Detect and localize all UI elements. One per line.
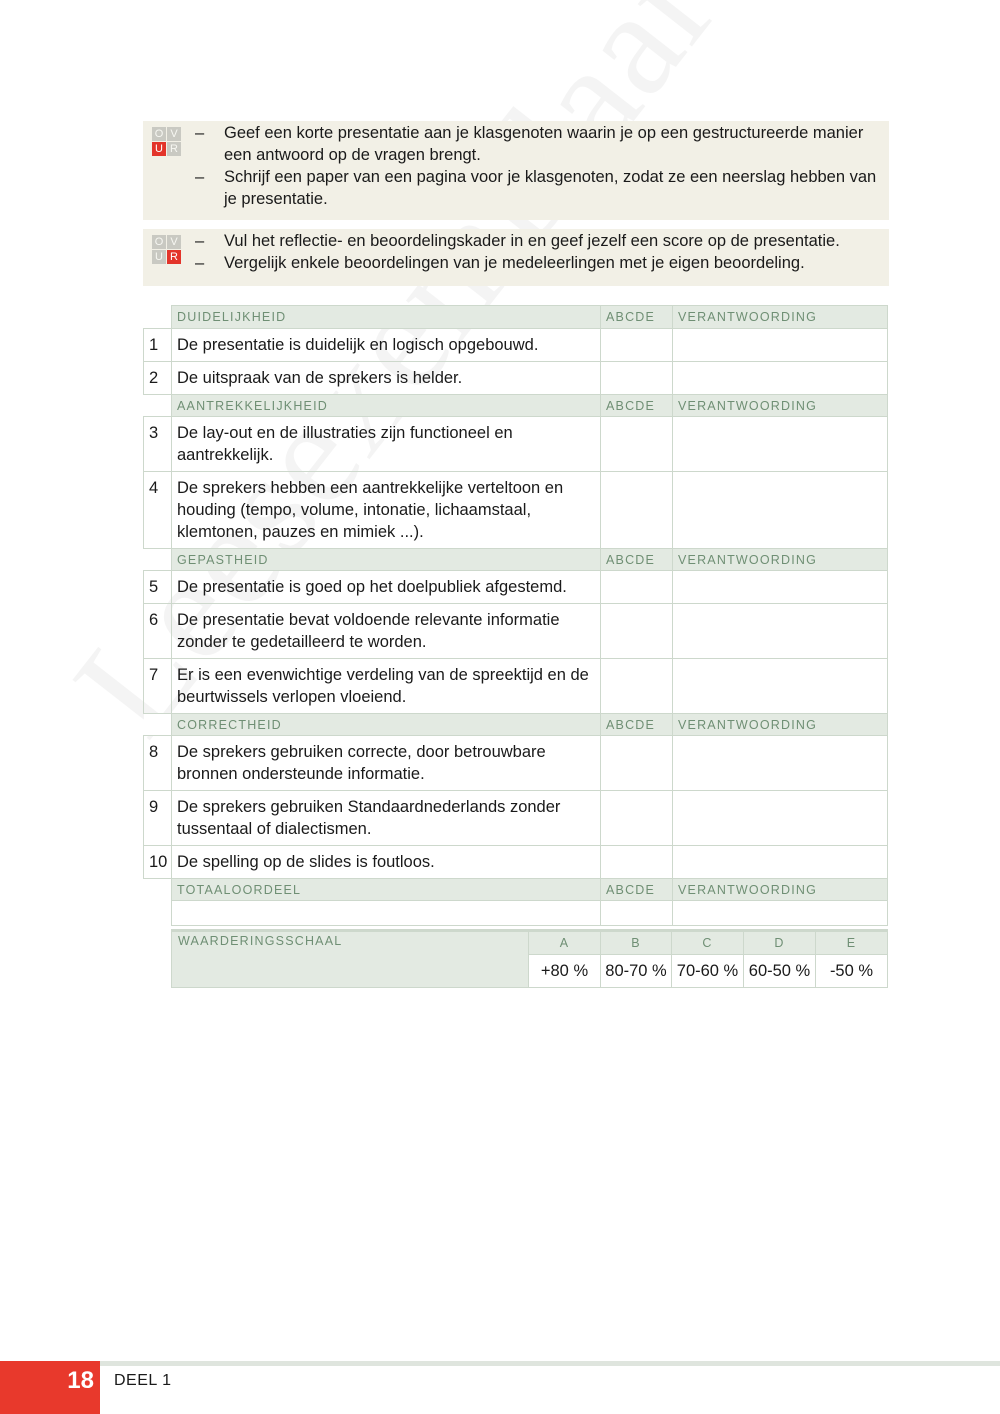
total-reason-cell[interactable] — [673, 901, 888, 926]
grade-label: A — [529, 931, 601, 955]
badge-u: U — [152, 142, 166, 156]
scale-label: WAARDERINGSSCHAAL — [172, 931, 529, 988]
score-column-header: ABCDE — [601, 879, 673, 901]
section-title: TOTAALOORDEEL — [172, 879, 601, 901]
row-number: 7 — [144, 659, 172, 714]
task-box-reflection — [143, 229, 889, 286]
row-number: 2 — [144, 362, 172, 395]
badge-r: R — [167, 142, 181, 156]
row-number: 5 — [144, 571, 172, 604]
score-cell[interactable] — [601, 659, 673, 714]
row-number: 6 — [144, 604, 172, 659]
section-title: GEPASTHEID — [172, 549, 601, 571]
badge-u: U — [152, 250, 166, 264]
grade-label: E — [816, 931, 888, 955]
table-row — [144, 472, 888, 549]
score-cell[interactable] — [601, 846, 673, 879]
grade-label: B — [601, 931, 672, 955]
criterion-text: De presentatie bevat voldoende relevante informatie zonder te gedetailleerd te worden. — [172, 604, 601, 659]
criterion-text: Er is een evenwichtige verdeling van de spreektijd en de beurtwissels verlopen vloeiend. — [172, 659, 601, 714]
badge-o: O — [152, 127, 166, 141]
table-row — [144, 362, 888, 395]
section-header — [144, 549, 888, 571]
criterion-text: De lay-out en de illustraties zijn functioneel en aantrekkelijk. — [172, 417, 601, 472]
badge-o: O — [152, 235, 166, 249]
grade-range: 70-60 % — [672, 955, 744, 988]
section-header — [144, 879, 888, 901]
row-number: 1 — [144, 329, 172, 362]
section-header — [144, 395, 888, 417]
grade-label: C — [672, 931, 744, 955]
task-box-presentation — [143, 121, 889, 220]
criterion-text: De spelling op de slides is foutloos. — [172, 846, 601, 879]
criterion-text: De sprekers gebruiken Standaardnederlands zonder tussentaal of dialectismen. — [172, 791, 601, 846]
task-list — [195, 122, 879, 210]
section-title: DUIDELIJKHEID — [172, 306, 601, 329]
score-cell[interactable] — [601, 736, 673, 791]
row-number: 4 — [144, 472, 172, 549]
grade-range: -50 % — [816, 955, 888, 988]
reason-cell[interactable] — [673, 329, 888, 362]
task-item: – Vergelijk enkele beoordelingen van je medeleerlingen met je eigen beoordeling. — [195, 252, 879, 274]
table-row — [144, 417, 888, 472]
reason-column-header: VERANTWOORDING — [673, 306, 888, 329]
assessment-table — [143, 305, 888, 926]
section-title: AANTREKKELIJKHEID — [172, 395, 601, 417]
badge-v: V — [167, 127, 181, 141]
reason-cell[interactable] — [673, 604, 888, 659]
score-cell[interactable] — [601, 417, 673, 472]
section-header — [144, 306, 888, 329]
grade-label: D — [744, 931, 816, 955]
criterion-text: De uitspraak van de sprekers is helder. — [172, 362, 601, 395]
criterion-text: De sprekers hebben een aantrekkelijke verteltoon en houding (tempo, volume, intonatie, lichaamstaal, klemtonen, pauzes en mimiek ...). — [172, 472, 601, 549]
table-row — [144, 846, 888, 879]
table-row — [144, 329, 888, 362]
grade-range: 80-70 % — [601, 955, 672, 988]
task-item: – Geef een korte presentatie aan je klasgenoten waarin je op een gestructureerde manier een antwoord op de vragen brengt. — [195, 122, 879, 166]
score-cell[interactable] — [601, 329, 673, 362]
reason-column-header: VERANTWOORDING — [673, 879, 888, 901]
section-header — [144, 714, 888, 736]
criterion-text: De presentatie is duidelijk en logisch opgebouwd. — [172, 329, 601, 362]
scale-header-row — [172, 931, 888, 955]
row-number: 3 — [144, 417, 172, 472]
row-number: 8 — [144, 736, 172, 791]
score-column-header: ABCDE — [601, 549, 673, 571]
row-number: 10 — [144, 846, 172, 879]
score-cell[interactable] — [601, 362, 673, 395]
reason-column-header: VERANTWOORDING — [673, 395, 888, 417]
badge-v: V — [167, 235, 181, 249]
row-number: 9 — [144, 791, 172, 846]
total-row — [144, 901, 888, 926]
grade-range: +80 % — [529, 955, 601, 988]
task-item: – Schrijf een paper van een pagina voor je klasgenoten, zodat ze een neerslag hebben van je presentatie. — [195, 166, 879, 210]
score-column-header: ABCDE — [601, 395, 673, 417]
score-cell[interactable] — [601, 472, 673, 549]
rating-scale-table — [171, 929, 888, 988]
score-cell[interactable] — [601, 604, 673, 659]
reason-cell[interactable] — [673, 846, 888, 879]
section-title: CORRECTHEID — [172, 714, 601, 736]
score-cell[interactable] — [601, 791, 673, 846]
grade-range: 60-50 % — [744, 955, 816, 988]
ovur-badge-icon — [152, 127, 181, 156]
total-score-cell[interactable] — [601, 901, 673, 926]
table-row — [144, 571, 888, 604]
reason-cell[interactable] — [673, 417, 888, 472]
score-column-header: ABCDE — [601, 306, 673, 329]
badge-r: R — [167, 250, 181, 264]
criterion-text: De sprekers gebruiken correcte, door betrouwbare bronnen ondersteunde informatie. — [172, 736, 601, 791]
table-row — [144, 604, 888, 659]
part-label: DEEL 1 — [114, 1372, 172, 1389]
table-row — [144, 659, 888, 714]
score-cell[interactable] — [601, 571, 673, 604]
ovur-badge-icon — [152, 235, 181, 264]
table-row — [144, 736, 888, 791]
reason-column-header: VERANTWOORDING — [673, 549, 888, 571]
total-blank-cell — [172, 901, 601, 926]
reason-cell[interactable] — [673, 571, 888, 604]
score-column-header: ABCDE — [601, 714, 673, 736]
criterion-text: De presentatie is goed op het doelpubliek afgestemd. — [172, 571, 601, 604]
table-row — [144, 791, 888, 846]
reason-cell[interactable] — [673, 472, 888, 549]
task-item: – Vul het reflectie- en beoordelingskader in en geef jezelf een score op de presentatie. — [195, 230, 879, 252]
footer-rule — [100, 1361, 1000, 1366]
task-list — [195, 230, 879, 274]
reason-cell[interactable] — [673, 659, 888, 714]
reason-column-header: VERANTWOORDING — [673, 714, 888, 736]
reason-cell[interactable] — [673, 791, 888, 846]
page-number: 18 — [0, 1361, 100, 1414]
reason-cell[interactable] — [673, 362, 888, 395]
reason-cell[interactable] — [673, 736, 888, 791]
